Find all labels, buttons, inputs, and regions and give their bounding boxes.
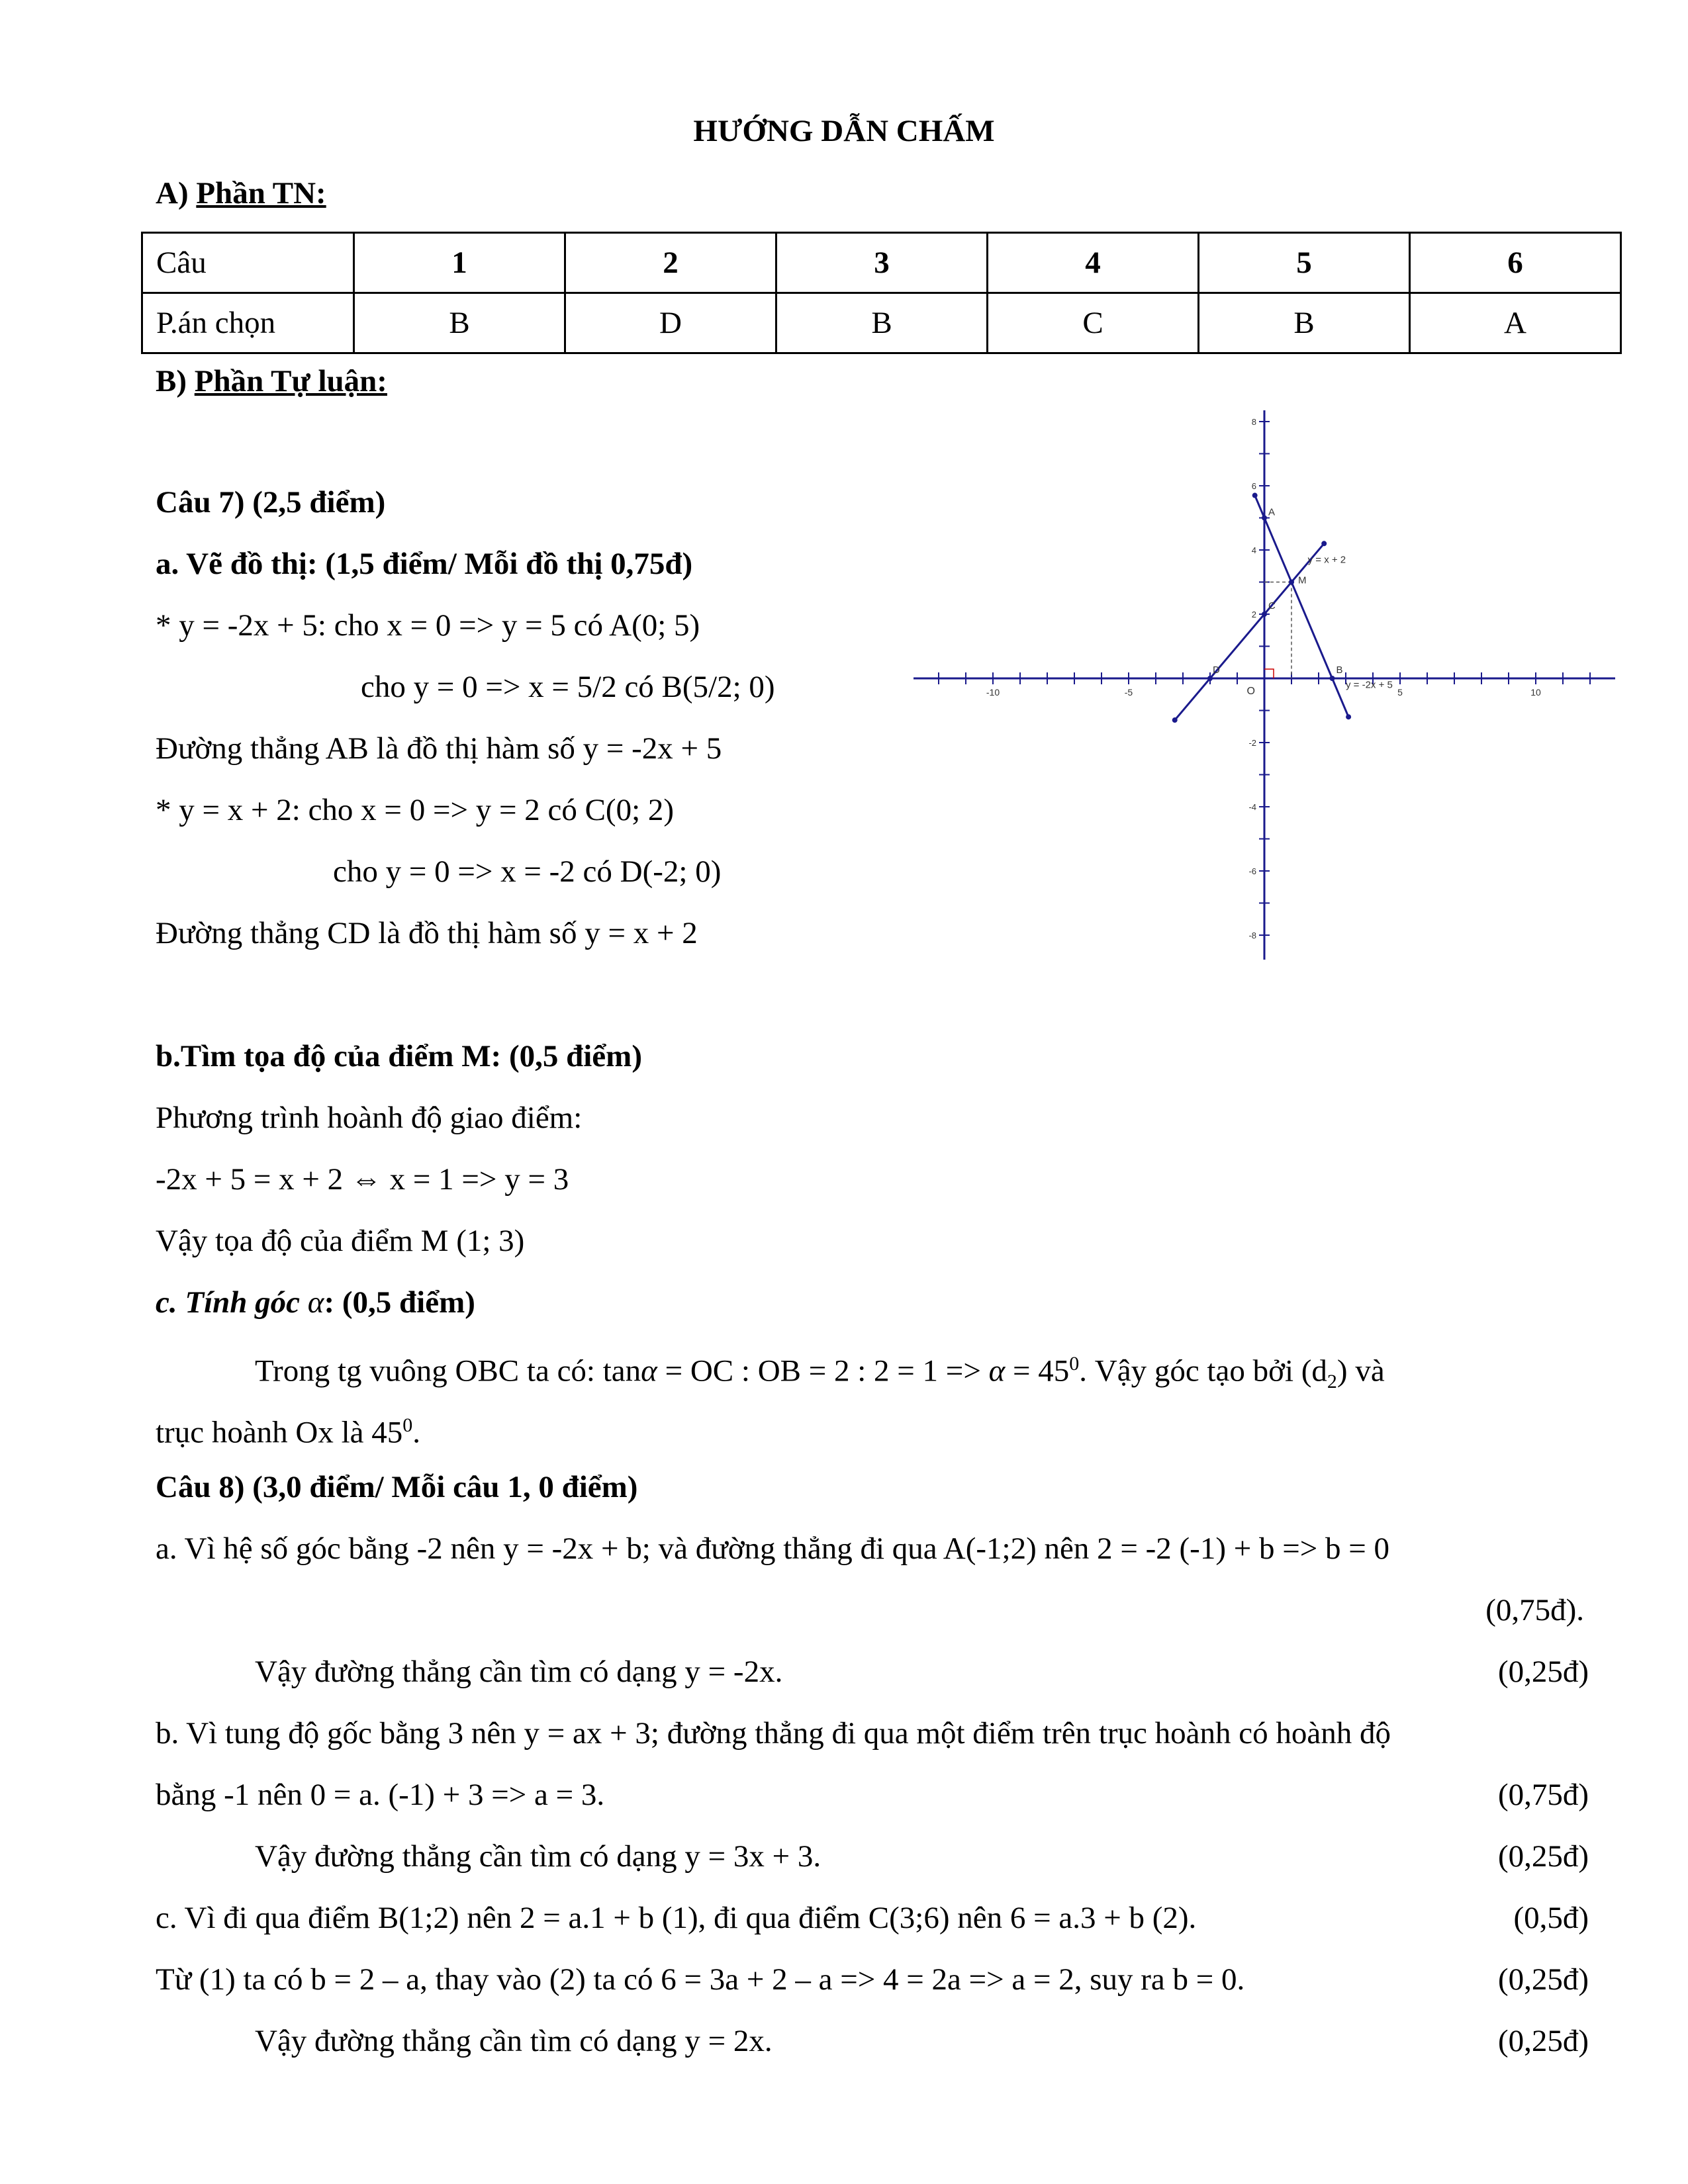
line2-endpoint (1172, 717, 1178, 723)
q8-c1-score: (0,5đ) (1513, 1901, 1589, 1935)
answer-table (141, 232, 1622, 354)
q8-b3-score: (0,25đ) (1497, 1839, 1589, 1874)
part-a-prefix: A) (156, 176, 197, 210)
part-a-label: Phần TN: (196, 176, 326, 210)
point-label: B (1336, 664, 1343, 676)
y-tick-label: 6 (1251, 481, 1256, 491)
line1-endpoint (1346, 714, 1351, 719)
x-tick-label: -5 (1124, 687, 1133, 698)
point-marker (1289, 580, 1294, 585)
q7-c-text-d: . Vậy góc tạo bởi (d (1079, 1353, 1327, 1388)
point-marker (1330, 676, 1335, 681)
q8-a2-score: (0,25đ) (1497, 1655, 1589, 1689)
point-label: D (1213, 664, 1220, 676)
line1-endpoint (1252, 493, 1258, 498)
q8-a-line-2: Vậy đường thẳng cần tìm có dạng y = -2x. (255, 1655, 783, 1689)
point-label: C (1268, 600, 1276, 612)
table-cell-label: P.án chọn (142, 293, 354, 353)
q7-c-text-e: ) và (1336, 1353, 1385, 1388)
q8-c2-score: (0,25đ) (1497, 1962, 1589, 1997)
q8-c-line-2: Từ (1) ta có b = 2 – a, thay vào (2) ta có 6 = 3a + 2 – a => 4 = 2a => a = 2, suy ra b = 0. (156, 1962, 1245, 1997)
page-title: HƯỚNG DẪN CHẤM (693, 114, 995, 148)
q7-a-line-1: * y = -2x + 5: cho x = 0 => y = 5 có A(0; 5) (156, 608, 700, 643)
table-row-questions (142, 233, 1621, 293)
q7-c2-text-a: trục hoành Ox là 45 (156, 1415, 403, 1450)
q7-c-heading (156, 1284, 475, 1321)
q7-c-text-a: Trong tg vuông OBC ta có: tan (255, 1353, 641, 1388)
table-cell-question: 4 (988, 233, 1199, 293)
table-cell-question: 3 (776, 233, 988, 293)
q7-c-text-c: = 45 (1005, 1353, 1070, 1388)
q8-b2-score: (0,75đ) (1497, 1778, 1589, 1812)
q7-a-line-4: * y = x + 2: cho x = 0 => y = 2 có C(0; 2) (156, 793, 675, 827)
q7-a-line-2: cho y = 0 => x = 5/2 có B(5/2; 0) (361, 670, 775, 704)
part-b-prefix: B) (156, 364, 195, 398)
q8-heading: Câu 8) (3,0 điểm/ Mỗi câu 1, 0 điểm) (156, 1470, 638, 1504)
q7-a-line-5: cho y = 0 => x = -2 có D(-2; 0) (333, 854, 722, 889)
y-tick-label: 2 (1251, 610, 1256, 619)
q7-heading: Câu 7) (2,5 điểm) (156, 485, 386, 520)
table-cell-answer: C (988, 293, 1199, 353)
line2-label: y = x + 2 (1307, 554, 1346, 566)
y-tick-label: -2 (1248, 738, 1256, 748)
part-a-heading (156, 175, 326, 212)
q7-a-line-6: Đường thẳng CD là đồ thị hàm số y = x + 2 (156, 916, 698, 950)
q7-b-line-1: Phương trình hoành độ giao điểm: (156, 1101, 583, 1135)
y-tick-label: 8 (1251, 417, 1256, 427)
point-marker (1262, 516, 1267, 521)
q8-c3-score: (0,25đ) (1497, 2024, 1589, 2058)
q7-b-line-3: Vậy tọa độ của điểm M (1; 3) (156, 1224, 525, 1258)
table-cell-answer: B (1199, 293, 1410, 353)
y-tick-label: 4 (1251, 545, 1256, 555)
q7-b-line-2: -2x + 5 = x + 2 ⇔ x = 1 => y = 3 (156, 1162, 569, 1197)
point-marker (1207, 676, 1213, 681)
table-cell-question: 1 (354, 233, 565, 293)
table-cell-label: Câu (142, 233, 354, 293)
q8-b-line-1: b. Vì tung độ gốc bằng 3 nên y = ax + 3; đường thẳng đi qua một điểm trên trục hoành có hoành độ (156, 1716, 1391, 1751)
q8-a-line-1: a. Vì hệ số góc bằng -2 nên y = -2x + b; và đường thẳng đi qua A(-1;2) nên 2 = -2 (-1) + b => b = 0 (156, 1531, 1390, 1566)
point-marker (1262, 612, 1267, 617)
table-cell-question: 6 (1410, 233, 1621, 293)
q8-c-line-1: c. Vì đi qua điểm B(1;2) nên 2 = a.1 + b (1), đi qua điểm C(3;6) nên 6 = a.3 + b (2). (156, 1901, 1197, 1935)
degree-superscript: 0 (402, 1414, 413, 1436)
table-cell-answer: D (565, 293, 776, 353)
q7-c-line-1 (255, 1345, 1385, 1400)
y-tick-label: -8 (1248, 931, 1256, 940)
q8-a1-score: (0,75đ). (1485, 1593, 1584, 1627)
function-graph (914, 407, 1615, 963)
part-b-heading (156, 363, 387, 400)
alpha-symbol: α (988, 1353, 1006, 1388)
line2-endpoint (1321, 541, 1327, 546)
table-row-answers (142, 293, 1621, 353)
table-cell-answer: B (776, 293, 988, 353)
q7-c-text-b: = OC : OB = 2 : 2 = 1 => (657, 1353, 989, 1388)
q7-c2-text-b: . (412, 1415, 421, 1450)
q7-a-heading: a. Vẽ đồ thị: (1,5 điểm/ Mỗi đồ thị 0,75đ) (156, 547, 693, 581)
origin-label: O (1246, 686, 1255, 697)
q8-b-line-3: Vậy đường thẳng cần tìm có dạng y = 3x + 3. (255, 1839, 821, 1874)
alpha-symbol: α (641, 1353, 657, 1388)
y-tick-label: -6 (1248, 866, 1256, 876)
q7-b-heading: b.Tìm tọa độ của điểm M: (0,5 điểm) (156, 1039, 642, 1073)
q7-a-line-3: Đường thẳng AB là đồ thị hàm số y = -2x + 5 (156, 731, 722, 766)
x-tick-label: -10 (986, 687, 1000, 698)
part-b-label: Phần Tự luận: (194, 364, 387, 398)
y-tick-label: -4 (1248, 802, 1256, 812)
degree-superscript: 0 (1069, 1353, 1080, 1375)
q7-c-line-2 (156, 1407, 420, 1451)
table-cell-question: 5 (1199, 233, 1410, 293)
line-subscript: 2 (1327, 1371, 1337, 1393)
q7-c-heading-post: : (0,5 điểm) (324, 1285, 475, 1320)
q7-c-heading-pre: c. Tính góc (156, 1285, 308, 1320)
q8-b-line-2: bằng -1 nên 0 = a. (-1) + 3 => a = 3. (156, 1778, 605, 1812)
table-cell-question: 2 (565, 233, 776, 293)
point-label: A (1268, 506, 1276, 518)
table-cell-answer: B (354, 293, 565, 353)
x-tick-label: 10 (1530, 687, 1541, 698)
q8-c-line-3: Vậy đường thẳng cần tìm có dạng y = 2x. (255, 2024, 773, 2058)
x-tick-label: 5 (1397, 687, 1403, 698)
table-cell-answer: A (1410, 293, 1621, 353)
point-label: M (1298, 574, 1307, 586)
alpha-symbol: α (307, 1285, 324, 1320)
line1-label: y = -2x + 5 (1346, 679, 1393, 691)
right-angle-mark (1264, 669, 1274, 678)
